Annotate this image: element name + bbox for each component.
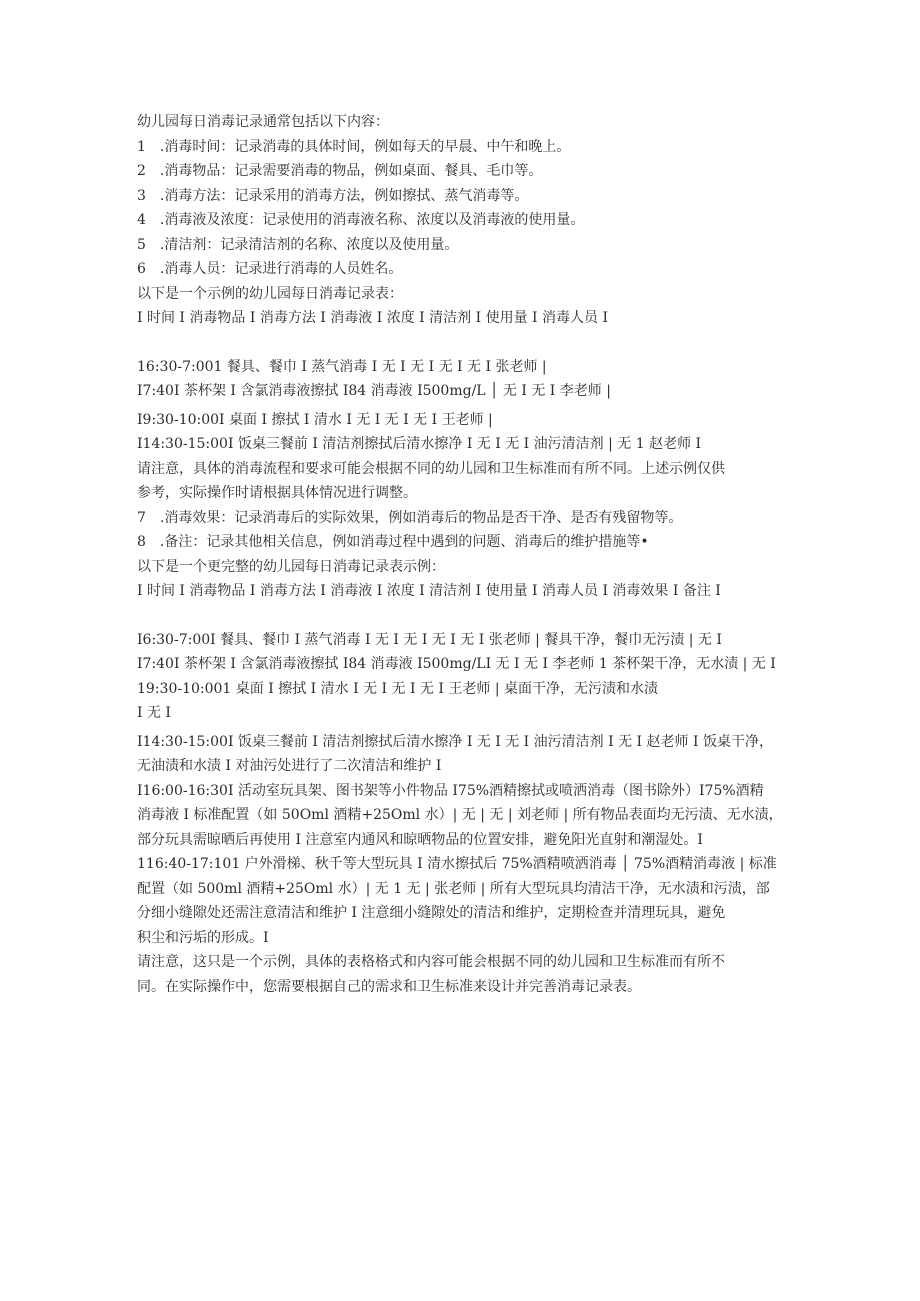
closing-note: 同。在实际操作中，您需要根据自己的需求和卫生标准来设计并完善消毒记录表。 [137,978,641,995]
document-body [137,110,797,999]
closing-note: 请注意，这只是一个示例，具体的表格格式和内容可能会根据不同的幼儿园和卫生标准而有所不 [137,954,725,970]
table-row: 积尘和污垢的形成。I [137,929,269,946]
table-row: 消毒液 I 标准配置（如 50Oml 酒精+25Oml 水）| 无 | 无 | 刘老师 | 所有物品表面均无污渍、无水渍， [137,807,783,823]
note-line: 参考，实际操作时请根据具体情况进行调整。 [137,485,417,501]
intro-line: 幼儿园每日消毒记录通常包括以下内容： [137,114,389,130]
table-row: 分细小缝隙处还需注意清洁和维护 I 注意细小缝隙处的清洁和维护，定期检查并清理玩具，避免 [137,905,726,921]
table-row: I6:30-7:00I 餐具、餐巾 I 蒸气消毒 I 无 I 无 I 无 I 无 I 张老师 | 餐具干净，餐巾无污渍 | 无 I [137,631,722,648]
table-row: I16:00-16:30I 活动室玩具架、图书架等小件物品 I75%酒精擦拭或喷洒消毒（图书除外）I75%酒精 [137,782,764,799]
table-header: I 时间 I 消毒物品 I 消毒方法 I 消毒液 I 浓度 I 清洁剂 I 使用量 I 消毒人员 I [137,310,608,326]
table-header: I 时间 I 消毒物品 I 消毒方法 I 消毒液 I 浓度 I 清洁剂 I 使用量 I 消毒人员 I 消毒效果 I 备注 I [137,583,721,599]
list-item-1: 1 .消毒时间：记录消毒的具体时间，例如每天的早晨、中午和晚上。 [137,138,571,155]
table-row: 19:30-10:001 桌面 I 擦拭 I 清水 I 无 I 无 I 无 I 王老师 | 桌面干净，无污渍和水渍 [137,680,658,697]
table-row: 无油渍和水渍 I 对油污处进行了二次清洁和维护 I [137,758,442,774]
table-row: I7:40I 茶杯架 I 含氯消毒液擦拭 I84 消毒液 I500mg/L │ 无 I 无 I 李老师 | [137,383,611,399]
table-row: I9:30-10:00I 桌面 I 擦拭 I 清水 I 无 I 无 I 无 I 王老师 | [137,411,493,428]
table-row: I14:30-15:00I 饭桌三餐前 I 清洁剂擦拭后清水擦净 I 无 I 无 I 油污清洁剂 | 无 1 赵老师 I [137,436,702,452]
table-row: 部分玩具需晾晒后再使用 I 注意室内通风和晾晒物品的位置安排，避免阳光直射和潮湿处。I [137,831,703,848]
table-row: I14:30-15:00I 饭桌三餐前 I 清洁剂擦拭后清水擦净 I 无 I 无 I 油污清洁剂 I 无 I 赵老师 I 饭桌干净， [137,733,773,750]
table-row: 配置（如 500ml 酒精+25Oml 水）| 无 1 无 | 张老师 | 所有大型玩具均清洁干净，无水渍和污渍，部 [137,880,770,897]
table-row: I7:40I 茶杯架 I 含氯消毒液擦拭 I84 消毒液 I500mg/LI 无 I 无 I 李老师 1 茶杯架干净，无水渍 | 无 I [137,656,776,672]
table-row: I 无 I [137,705,171,721]
list-item-8: 8 .备注：记录其他相关信息，例如消毒过程中遇到的问题、消毒后的维护措施等• [137,534,649,550]
table-row: 116:40-17:101 户外滑梯、秋千等大型玩具 I 清水擦拭后 75%酒精喷洒消毒 │ 75%酒精消毒液 | 标准 [137,856,777,872]
list-item-6: 6 .消毒人员：记录进行消毒的人员姓名。 [137,261,403,277]
example-intro: 以下是一个示例的幼儿园每日消毒记录表： [137,285,403,302]
note-line: 请注意，具体的消毒流程和要求可能会根据不同的幼儿园和卫生标准而有所不同。上述示例仅供 [137,460,725,477]
list-item-2: 2 .消毒物品：记录需要消毒的物品，例如桌面、餐具、毛巾等。 [137,163,543,179]
list-item-3: 3 .消毒方法：记录采用的消毒方法，例如擦拭、蒸气消毒等。 [137,187,529,204]
list-item-7: 7 .消毒效果：记录消毒后的实际效果，例如消毒后的物品是否干净、是否有残留物等。 [137,509,683,526]
table-row: 16:30-7:001 餐具、餐巾 I 蒸气消毒 I 无 I 无 I 无 I 无 I 张老师 | [137,358,547,375]
spacer [137,331,797,355]
spacer [137,604,797,628]
list-item-5: 5 .清洁剂：记录清洁剂的名称、浓度以及使用量。 [137,236,459,253]
example-intro: 以下是一个更完整的幼儿园每日消毒记录表示例： [137,558,445,575]
list-item-4: 4 .消毒液及浓度：记录使用的消毒液名称、浓度以及消毒液的使用量。 [137,212,585,228]
